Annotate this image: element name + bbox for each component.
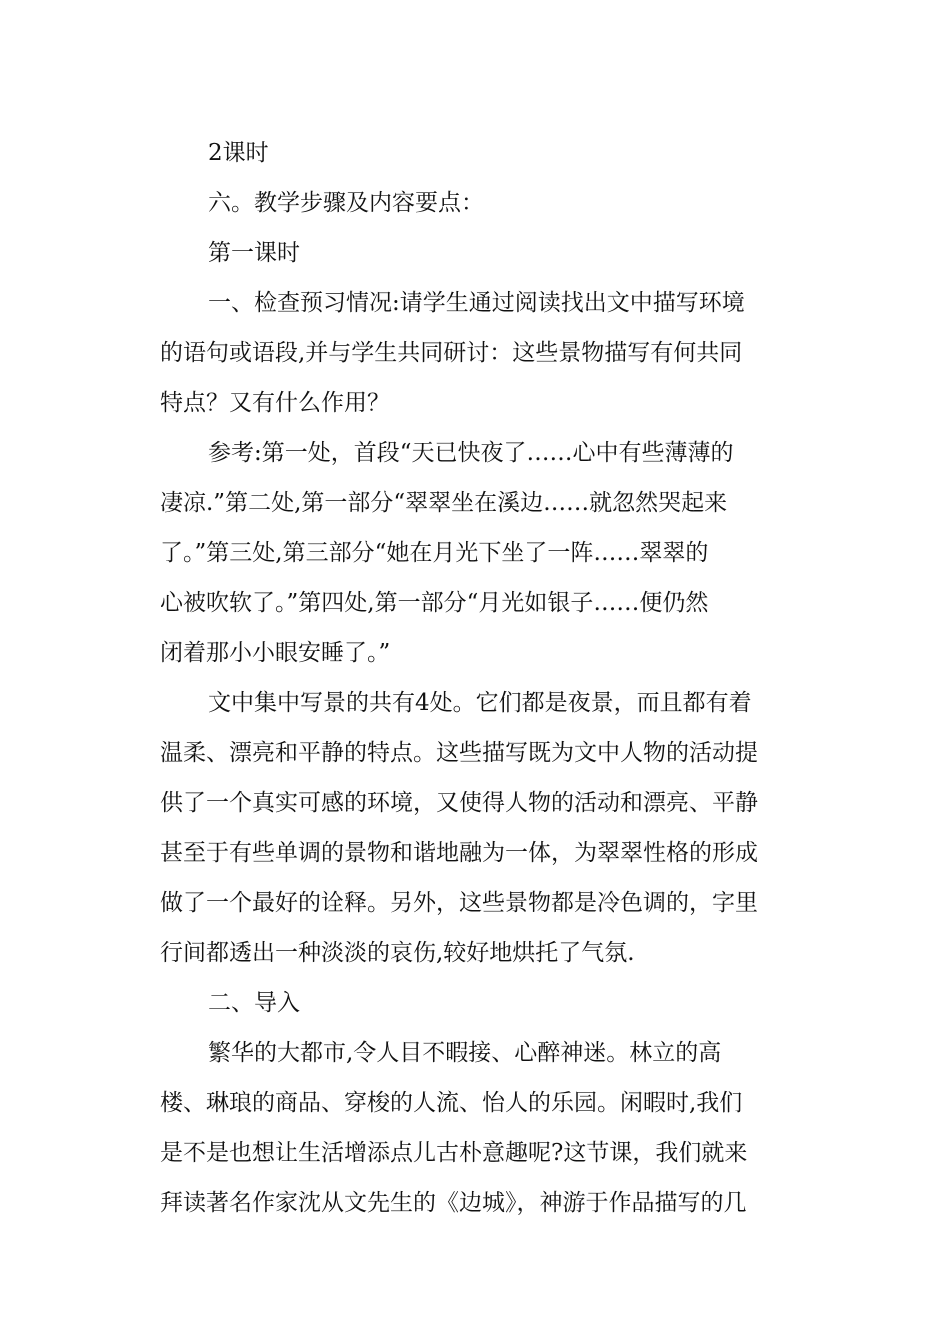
paragraph-line: 做了一个最好的诠释。另外，这些景物都是冷色调的，字里 [160,890,758,916]
paragraph-line: 楼、琳琅的商品、穿梭的人流、怡人的乐园。闲暇时,我们 [160,1090,743,1116]
paragraph-line: 拜读著名作家沈从文先生的《边城》，神游于作品描写的几 [160,1190,747,1216]
section-heading-steps: 六。教学步骤及内容要点： [208,190,484,216]
paragraph-line: 甚至于有些单调的景物和谐地融为一体，为翠翠性格的形成 [160,840,758,866]
lesson-hours: 2课时 [208,140,269,166]
paragraph-line: 心被吹软了。”第四处,第一部分“月光如银子……便仍然 [160,590,709,616]
paragraph-line: 闭着那小小眼安睡了。” [160,640,391,666]
paragraph-line: 了。”第三处,第三部分“她在月光下坐了一阵……翠翠的 [160,540,709,566]
paragraph-line: 凄凉.”第二处,第一部分“翠翠坐在溪边……就忽然哭起来 [160,490,728,516]
paragraph-line: 是不是也想让生活增添点儿古朴意趣呢?这节课，我们就来 [160,1140,748,1166]
paragraph-line: 温柔、漂亮和平静的特点。这些描写既为文中人物的活动提 [160,740,758,766]
paragraph-line: 繁华的大都市,令人目不暇接、心醉神迷。林立的高 [208,1040,722,1066]
paragraph-line: 文中集中写景的共有4处。它们都是夜景，而且都有着 [208,690,752,716]
paragraph-line: 行间都透出一种淡淡的哀伤,较好地烘托了气氛. [160,940,635,966]
paragraph-line: 特点？又有什么作用？ [160,390,390,416]
paragraph-line: 的语句或语段,并与学生共同研讨：这些景物描写有何共同 [160,340,743,366]
paragraph-line: 一、检查预习情况:请学生通过阅读找出文中描写环境 [208,290,745,316]
paragraph-line: 供了一个真实可感的环境，又使得人物的活动和漂亮、平静 [160,790,758,816]
paragraph-line: 参考:第一处，首段“天已快夜了……心中有些薄薄的 [208,440,734,466]
section-heading-intro: 二、导入 [208,990,300,1016]
section-heading-first-lesson: 第一课时 [208,240,300,266]
